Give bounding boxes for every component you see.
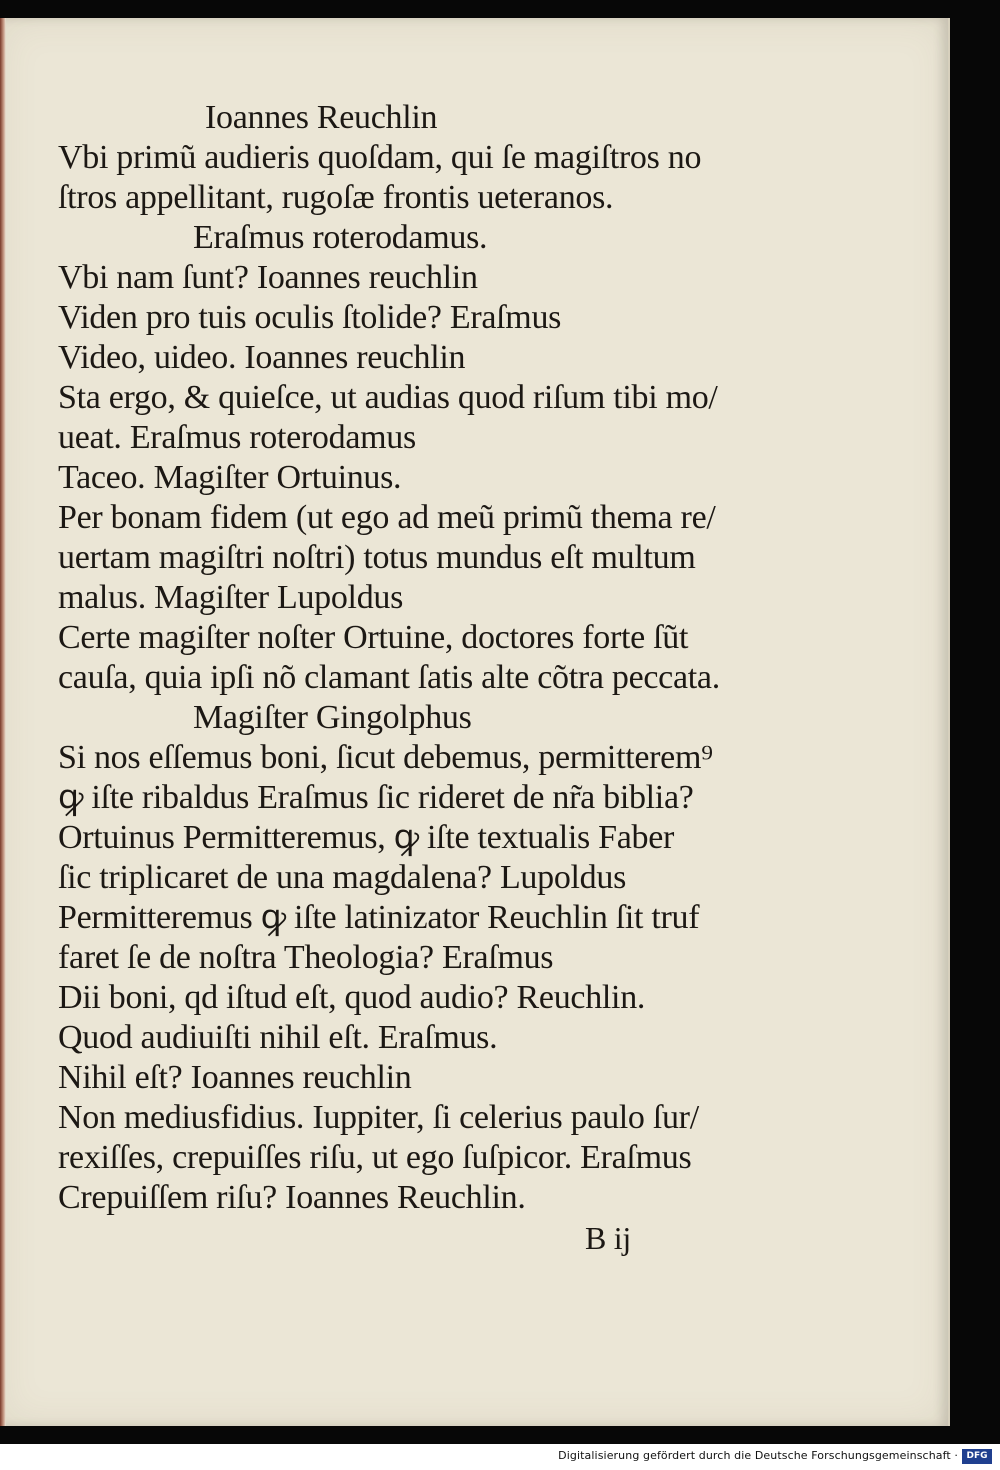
text-line: uertam magiſtri noſtri) totus mundus eſt multum [58,539,696,576]
text-line: Viden pro tuis oculis ſtolide? Eraſmus [58,299,562,336]
text-line: Sta ergo, & quieſce, ut audias quod riſum tibi mo/ [58,379,718,416]
text-line: Vbi nam ſunt? Ioannes reuchlin [58,259,478,296]
page-edge [0,18,6,1426]
text-line: rexiſſes, crepuiſſes riſu, ut ego ſuſpicor. Eraſmus [58,1139,692,1176]
text-line: Taceo. Magiſter Ortuinus. [58,459,402,496]
text-line: Ortuinus Permitteremus, ꝙ iſte textualis Faber [58,819,675,856]
text-line: Quod audiuiſti nihil eſt. Eraſmus. [58,1019,498,1056]
text-line: Vbi primũ audieris quoſdam, qui ſe magiſtros no [58,139,702,176]
text-line: Video, uideo. Ioannes reuchlin [58,339,466,376]
text-line: ſtros appellitant, rugoſæ frontis ueteranos. [58,179,614,216]
text-line: cauſa, quia ipſi nõ clamant ſatis alte cõtra peccata. [58,659,720,696]
text-line: Dii boni, qd iſtud eſt, quod audio? Reuchlin. [58,979,646,1016]
text-line: ſic triplicaret de una magdalena? Lupoldus [58,859,627,896]
text-line: ꝙ iſte ribaldus Eraſmus ſic rideret de nr̃a biblia? [58,779,694,816]
text-line: faret ſe de noſtra Theologia? Eraſmus [58,939,554,976]
text-line: ueat. Eraſmus roterodamus [58,419,416,456]
text-line: Nihil eſt? Ioannes reuchlin [58,1059,412,1096]
running-header: Ioannes Reuchlin [205,99,438,136]
text-line: Permitteremus ꝙ iſte latinizator Reuchlin ſit truf [58,899,700,936]
text-line: Per bonam fidem (ut ego ad meũ primũ thema re/ [58,499,716,536]
text-line: Certe magiſter noſter Ortuine, doctores forte ſũt [58,619,689,656]
text-line: Si nos eſſemus boni, ſicut debemus, permitterem⁹ [58,739,713,776]
speaker-line: Eraſmus roterodamus. [193,219,488,256]
text-line: malus. Magiſter Lupoldus [58,579,404,616]
speaker-line: Magiſter Gingolphus [193,699,472,736]
text-line: Crepuiſſem riſu? Ioannes Reuchlin. [58,1179,526,1216]
footer-credit: Digitalisierung gefördert durch die Deutsche Forschungsgemeinschaft · [558,1449,958,1462]
text-line: Non mediusfidius. Iuppiter, ſi celerius paulo ſur/ [58,1099,699,1136]
dfg-logo-icon: DFG [962,1449,992,1464]
footer-bar [0,1444,1000,1470]
signature-mark: B ij [585,1220,631,1256]
